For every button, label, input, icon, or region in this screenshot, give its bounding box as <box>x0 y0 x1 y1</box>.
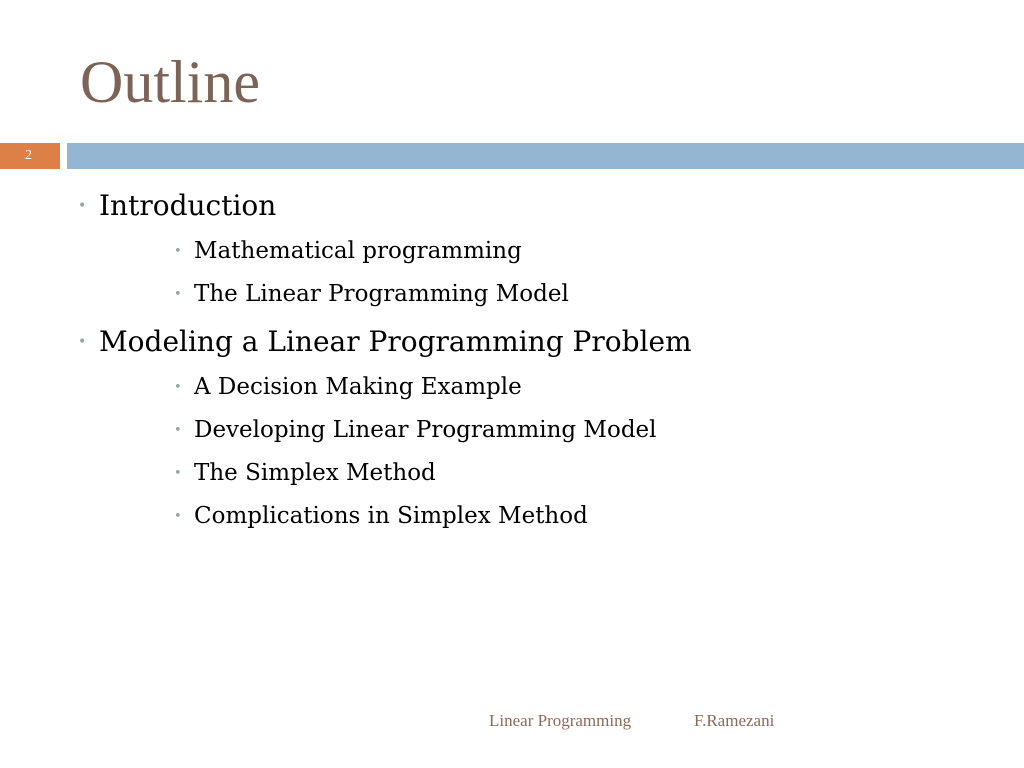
sub-item-label: Mathematical programming <box>194 238 522 264</box>
footer-title: Linear Programming <box>489 711 632 730</box>
bullet-icon: • <box>174 509 182 524</box>
bullet-icon: • <box>174 423 182 438</box>
slide-title: Outline <box>80 49 260 115</box>
sub-item <box>99 452 692 495</box>
outline-item-introduction <box>76 186 692 316</box>
outline-item-label: Modeling a Linear Programming Problem <box>99 325 692 358</box>
bullet-icon: • <box>78 198 87 214</box>
accent-bar <box>67 143 1024 169</box>
bullet-icon: • <box>174 466 182 481</box>
slide-number: 2 <box>0 143 60 169</box>
bullet-icon: • <box>174 287 182 302</box>
sub-item <box>99 409 692 452</box>
bullet-icon: • <box>78 334 87 350</box>
bullet-icon: • <box>174 380 182 395</box>
outline-item-label: Introduction <box>99 189 277 222</box>
sub-outline-list <box>99 366 692 538</box>
outline-item-modeling <box>76 322 692 538</box>
sub-item <box>99 273 692 316</box>
sub-item-label: Complications in Simplex Method <box>194 503 588 529</box>
bullet-icon: • <box>174 244 182 259</box>
sub-outline-list <box>99 230 692 316</box>
outline-list <box>76 186 692 544</box>
sub-item-label: Developing Linear Programming Model <box>194 417 657 443</box>
sub-item-label: The Simplex Method <box>194 460 436 486</box>
footer-author: F.Ramezani <box>694 711 775 730</box>
sub-item-label: A Decision Making Example <box>194 374 522 400</box>
sub-item-label: The Linear Programming Model <box>194 281 569 307</box>
sub-item <box>99 230 692 273</box>
sub-item <box>99 495 692 538</box>
sub-item <box>99 366 692 409</box>
